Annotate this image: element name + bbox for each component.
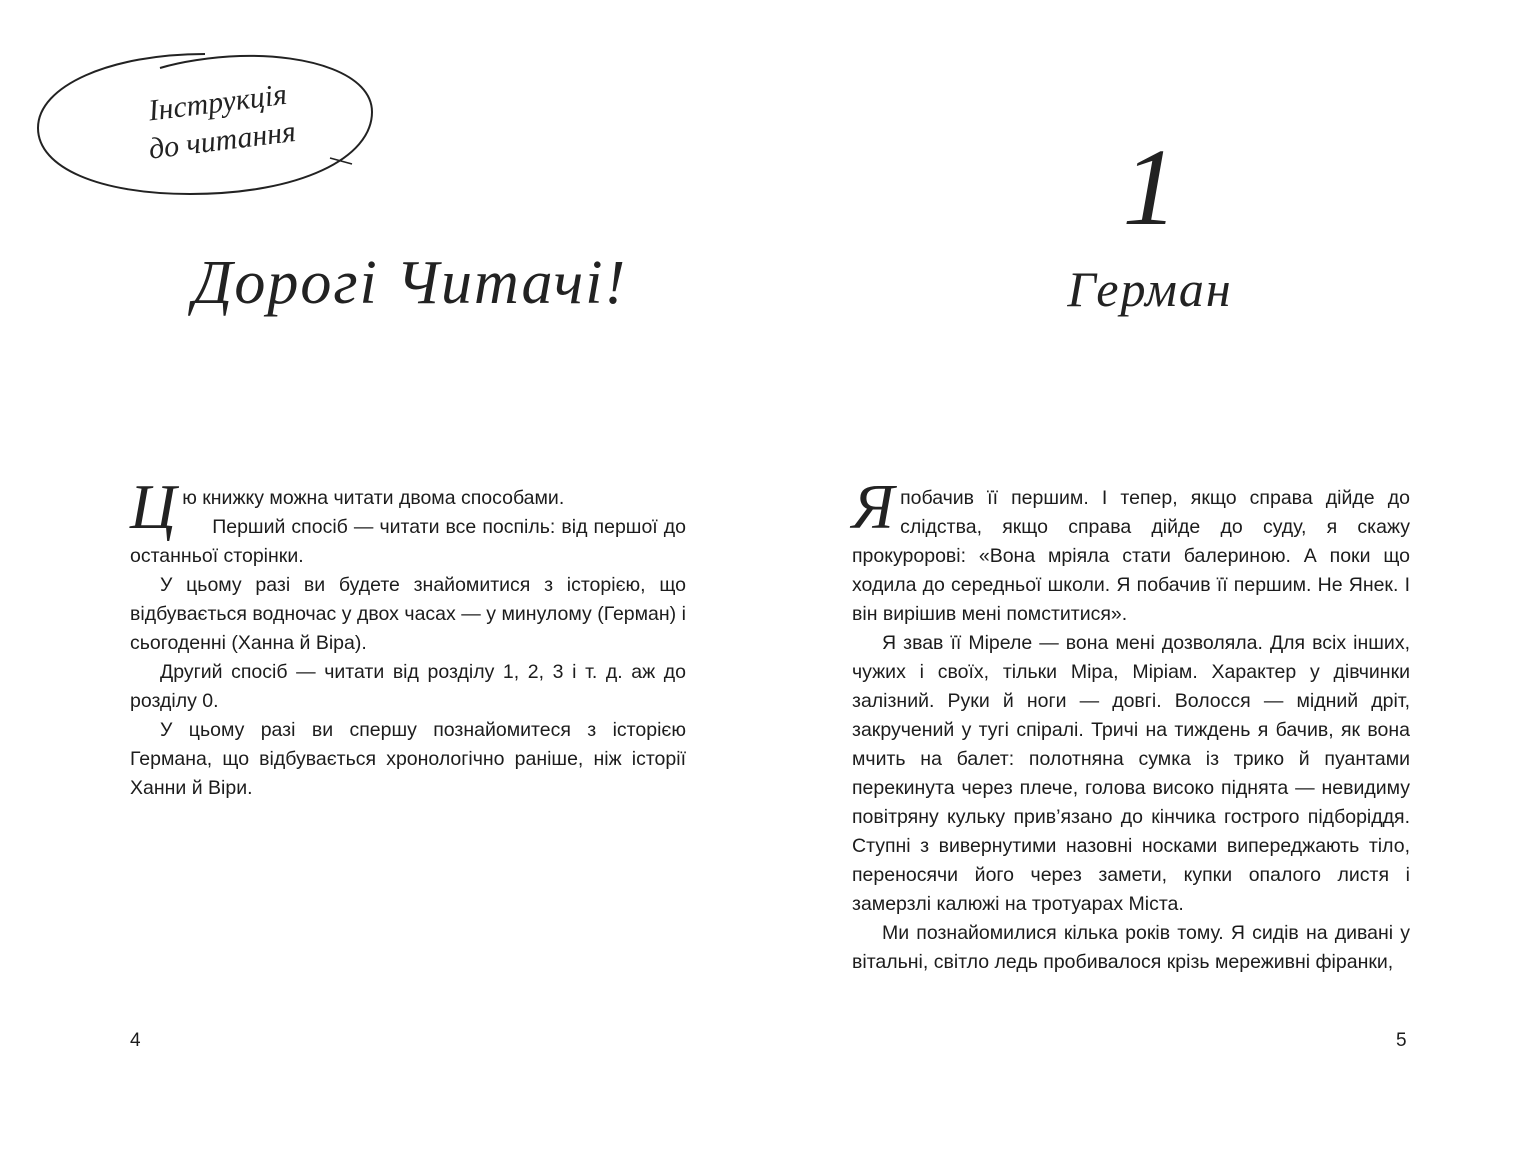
paragraph (852, 471, 1410, 629)
paragraph: У цьому разі ви будете знайомитися з історією, що відбувається водночас у двох часах — у минулому (Герман) і сьогоденні (Ханна й Віра). (130, 574, 686, 654)
paragraph: У цьому разі ви спершу познайомитеся з історією Германа, що відбувається хронологічно раніше, ніж історії Ханни й Віри. (130, 719, 686, 799)
page-number: 4 (130, 1030, 141, 1051)
paragraph: Ми познайомилися кілька років тому. Я сидів на дивані у вітальні, світло ледь пробивалося крізь мереживні фіранки, (852, 922, 1410, 973)
reading-instructions-badge (30, 46, 380, 202)
paragraph-text: побачив її першим. І тепер, якщо справа дійде до слідства, якщо справа дійде до суду, я скажу прокуророві: «Вона мріяла стати балериною. А поки що ходила до середньої школи. Я побачив її першим. Не Янек. І він вирішив мені помститися». (852, 487, 1410, 625)
paragraph: Другий спосіб — читати від розділу 1, 2, 3 і т. д. аж до розділу 0. (130, 661, 686, 712)
chapter-title: Герман (1067, 261, 1233, 317)
drop-cap: Я (852, 471, 895, 542)
right-body-text (852, 471, 1410, 977)
paragraph: Я звав її Міреле — вона мені дозволяла. Для всіх інших, чужих і своїх, тільки Міра, Міріам. Характер у дівчинки залізний. Руки й ноги — довгі. Волосся — мідний дріт, закручений у тугі спіралі. Тричі на тиждень я бачив, як вона мчить на балет: полотняна сумка із трико й пуантами перекинута через плече, голова високо піднята — невидиму повітряну кульку прив’язано до кінчика гострого підборіддя. Ступні з вивернутими назовні носками випереджають тіло, переносячи його через замети, купки опалого листя і замерзлі калюжі на тротуарах Міста. (852, 632, 1410, 915)
left-body-text (130, 471, 686, 803)
chapter-number: 1 (1122, 126, 1178, 248)
badge-line-1: Інструкція (146, 77, 289, 128)
badge-line-2: до читання (146, 114, 298, 166)
page-number: 5 (1396, 1030, 1407, 1051)
paragraph-text: ю книжку можна читати двома способами. (182, 487, 565, 509)
drop-cap: Ц (130, 471, 177, 542)
paragraph: Перший спосіб — читати все поспіль: від першої до останньої сторінки. (130, 516, 686, 567)
greeting-heading: Дорогі Читачі! (192, 249, 628, 317)
right-page (768, 0, 1536, 1152)
